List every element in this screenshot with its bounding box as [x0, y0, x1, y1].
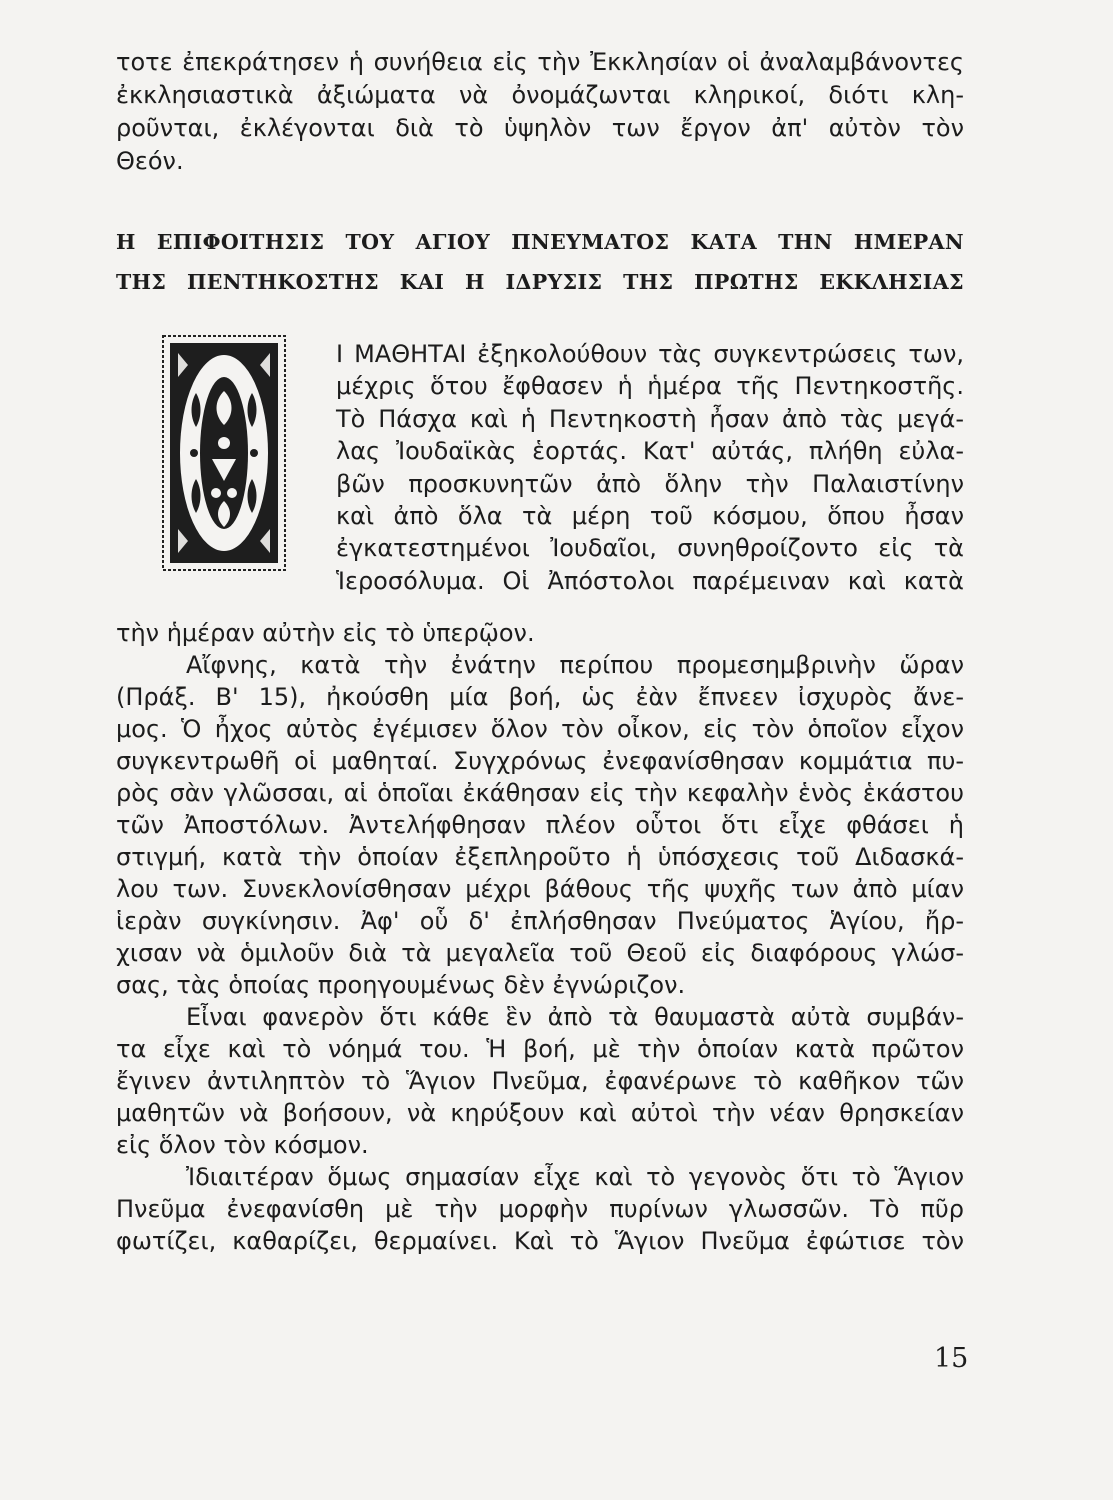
drop-line-8: Ἱεροσόλυμα. Οἱ Ἀπόστολοι παρέμειναν καὶ κατὰ [336, 566, 964, 595]
heading-line-2: ΤΗΣ ΠΕΝΤΗΚΟΣΤΗΣ ΚΑΙ Η ΙΔΡΥΣΙΣ ΤΗΣ ΠΡΩΤΗΣ ΕΚΚΛΗΣΙΑΣ [116, 270, 964, 294]
body-line: στιγμή, κατὰ τὴν ὁποίαν ἐξεπληροῦτο ἡ ὑπόσχεσις τοῦ Διδασκά- [116, 843, 964, 871]
chapter-heading [116, 222, 964, 302]
page-number: 15 [934, 1343, 969, 1374]
body-line: συγκεντρωθῆ οἱ μαθηταί. Συγχρόνως ἐνεφανίσθησαν κομμάτια πυ- [116, 747, 964, 775]
drop-line-7: ἐγκατεστημένοι Ἰουδαῖοι, συνηθροίζοντο εἰς τὰ [336, 534, 964, 563]
intro-line-3: ροῦνται, ἐκλέγονται διὰ τὸ ὑψηλὸν των ἔργον ἀπ' αὐτὸν τὸν [116, 114, 964, 142]
drop-line-5: βῶν προσκυνητῶν ἀπὸ ὅλην τὴν Παλαιστίνην [336, 469, 964, 498]
body-line: τῶν Ἀποστόλων. Ἀντελήφθησαν πλέον οὗτοι ὅτι εἶχε φθάσει ἡ [116, 811, 964, 839]
intro-line-4: Θεόν. [116, 147, 184, 175]
drop-line-6: καὶ ἀπὸ ὅλα τὰ μέρη τοῦ κόσμου, ὅπου ἦσαν [336, 501, 964, 530]
body-line: ρὸς σὰν γλῶσσαι, αἱ ὁποῖαι ἐκάθησαν εἰς τὴν κεφαλὴν ἑνὸς ἑκάστου [116, 779, 964, 807]
drop-line-4: λας Ἰουδαϊκὰς ἑορτάς. Κατ' αὐτάς, πλήθη εὐλα- [336, 437, 964, 466]
body-line: Πνεῦμα ἐνεφανίσθη μὲ τὴν μορφὴν πυρίνων γλωσσῶν. Τὸ πῦρ [116, 1195, 964, 1223]
body-line: σας, τὰς ὁποίας προηγουμένως δὲν ἐγνώριζον. [116, 971, 686, 999]
body-line: (Πράξ. Β' 15), ἠκούσθη μία βοή, ὡς ἐὰν ἔπνεεν ἰσχυρὸς ἄνε- [116, 683, 964, 711]
body-line: ἱερὰν συγκίνησιν. Ἀφ' οὗ δ' ἐπλήσθησαν Πνεύματος Ἁγίου, ἤρ- [116, 907, 964, 935]
body-line: τα εἶχε καὶ τὸ νόημά του. Ἡ βοή, μὲ τὴν ὁποίαν κατὰ πρῶτον [116, 1035, 964, 1063]
intro-line-2: ἐκκλησιαστικὰ ἀξιώματα νὰ ὀνομάζωνται κληρικοί, διότι κλη- [116, 81, 964, 109]
body-line: χισαν νὰ ὁμιλοῦν διὰ τὰ μεγαλεῖα τοῦ Θεοῦ εἰς διαφόρους γλώσ- [116, 939, 964, 967]
drop-line-1: Ι ΜΑΘΗΤΑΙ ἐξηκολούθουν τὰς συγκεντρώσεις των, [336, 340, 964, 368]
body-line: ἔγινεν ἀντιληπτὸν τὸ Ἅγιον Πνεῦμα, ἐφανέρωνε τὸ καθῆκον τῶν [116, 1067, 964, 1095]
body-line: εἰς ὅλον τὸν κόσμον. [116, 1131, 369, 1159]
body-line: τὴν ἡμέραν αὐτὴν εἰς τὸ ὑπερῷον. [116, 619, 535, 647]
body-line: Ἰδιαιτέραν ὅμως σημασίαν εἶχε καὶ τὸ γεγονὸς ὅτι τὸ Ἅγιον [186, 1163, 964, 1191]
drop-line-3: Τὸ Πάσχα καὶ ἡ Πεντηκοστὴ ἦσαν ἀπὸ τὰς μεγά- [336, 404, 964, 433]
intro-line-1: τοτε ἐπεκράτησεν ἡ συνήθεια εἰς τὴν Ἐκκλησίαν οἱ ἀναλαμβάνοντες [116, 48, 964, 76]
body-line: μος. Ὁ ἦχος αὐτὸς ἐγέμισεν ὅλον τὸν οἶκον, εἰς τὸν ὁποῖον εἶχον [116, 715, 964, 743]
body-line: φωτίζει, καθαρίζει, θερμαίνει. Καὶ τὸ Ἅγιον Πνεῦμα ἐφώτισε τὸν [116, 1227, 964, 1255]
body-line: Αἴφνης, κατὰ τὴν ἐνάτην περίπου προμεσημβρινὴν ὥραν [186, 651, 964, 679]
body-text [116, 617, 964, 1257]
body-line: μαθητῶν νὰ βοήσουν, νὰ κηρύξουν καὶ αὐτοὶ τὴν νέαν θρησκείαν [116, 1099, 964, 1127]
body-line: Εἶναι φανερὸν ὅτι κάθε ἓν ἀπὸ τὰ θαυμαστὰ αὐτὰ συμβάν- [186, 1003, 964, 1031]
drop-paragraph [336, 338, 964, 597]
body-line: λου των. Συνεκλονίσθησαν μέχρι βάθους τῆς ψυχῆς των ἀπὸ μίαν [116, 875, 964, 903]
ornamental-drop-cap [160, 333, 288, 573]
heading-line-1: Η ΕΠΙΦΟΙΤΗΣΙΣ ΤΟΥ ΑΓΙΟΥ ΠΝΕΥΜΑΤΟΣ ΚΑΤΑ ΤΗΝ ΗΜΕΡΑΝ [116, 230, 964, 254]
drop-line-2: μέχρις ὅτου ἔφθασεν ἡ ἡμέρα τῆς Πεντηκοστῆς. [336, 372, 964, 401]
intro-paragraph [116, 46, 964, 178]
